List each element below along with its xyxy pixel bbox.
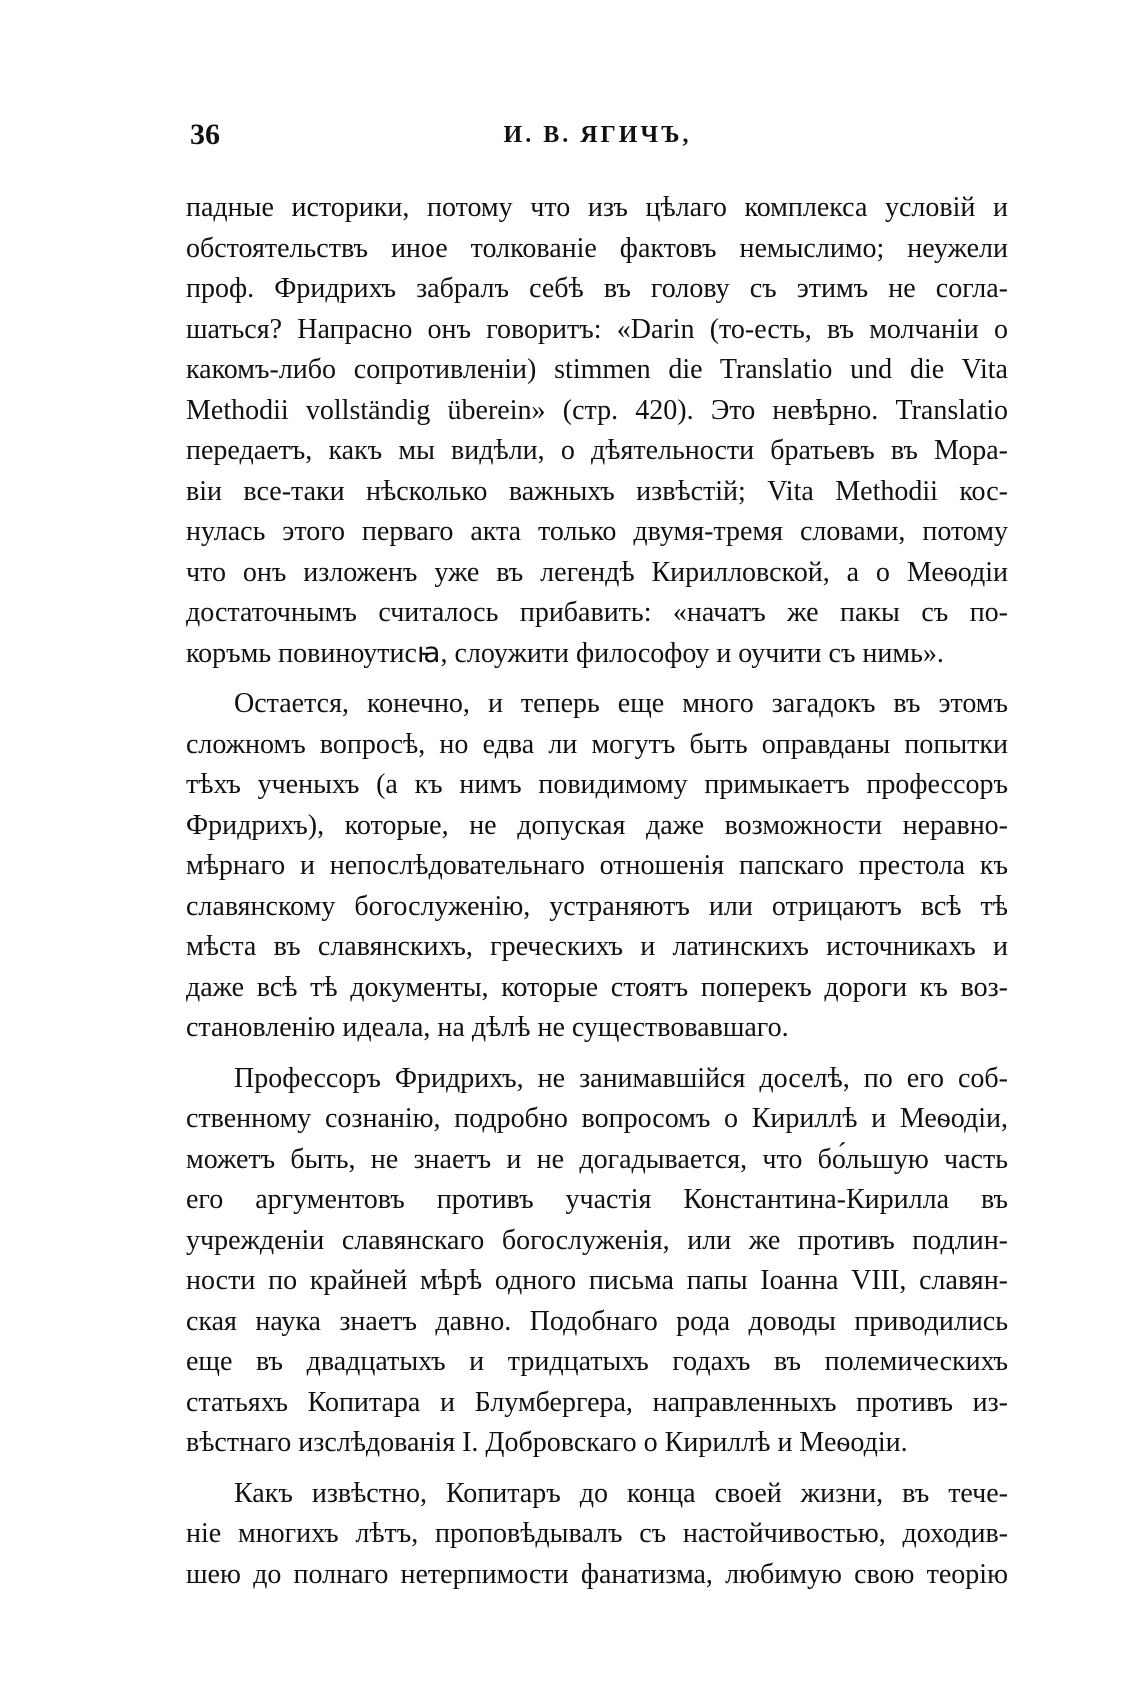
running-header [190,118,1005,158]
text-line: нулась этого перваго акта только двумя-тремя словами, потому [186,516,1008,547]
text-line: его аргументовъ противъ участія Константина-Кирилла въ [186,1184,1008,1215]
paragraph [186,1059,1008,1464]
text-line: Какъ извѣстно, Копитаръ до конца своей жизни, въ тече- [234,1477,1008,1509]
text-line: достаточнымъ считалось прибавить: «начатъ же пакы съ по- [186,597,1008,628]
text-line: Methodii vollständig überein» (стр. 420). Это невѣрно. Translatio [186,394,1008,426]
text-line: ственному сознанію, подробно вопросомъ о Кириллѣ и Меѳодіи, [186,1103,1008,1134]
paragraph [186,188,1008,674]
text-line: учрежденіи славянскаго богослуженія, или же противъ подлин- [186,1224,1008,1256]
text-line: ности по крайней мѣрѣ одного письма папы Іоанна VIII, славян- [186,1265,1008,1296]
text-line: еще въ двадцатыхъ и тридцатыхъ годахъ въ полемическихъ [186,1346,1008,1377]
text-line: Профессоръ Фридрихъ, не занимавшійся доселѣ, по его соб- [234,1062,1008,1094]
text-line: шею до полнаго нетерпимости фанатизма, любимую свою теорію [186,1558,1008,1590]
paragraph [186,1474,1008,1596]
body-text [186,188,1008,1595]
text-line: даже всѣ тѣ документы, которые стоятъ поперекъ дороги къ воз- [186,971,1008,1003]
text-line: становленію идеала, на дѣлѣ не существовавшаго. [186,1012,789,1043]
text-line: ніе многихъ лѣтъ, проповѣдывалъ съ настойчивостью, доходив- [186,1518,1008,1549]
paragraph-gap [186,674,1008,684]
text-line: передаетъ, какъ мы видѣли, о дѣятельности братьевъ въ Мора- [186,435,1008,466]
text-line: статьяхъ Копитара и Блумбергера, направленныхъ противъ из- [186,1386,1008,1418]
paragraph-gap [186,1049,1008,1059]
text-line: какомъ-либо сопротивленіи) stimmen die Translatio und die Vita [186,354,1008,385]
text-line: обстоятельствъ иное толкованіе фактовъ немыслимо; неужели [186,232,1008,264]
page-number: 36 [190,118,220,151]
text-line: что онъ изложенъ уже въ легендѣ Кирилловской, а о Меѳодіи [186,556,1008,588]
text-line: вѣстнаго изслѣдованія I. Добровскаго о Кириллѣ и Меѳодіи. [186,1427,908,1458]
text-line: мѣрнаго и непослѣдовательнаго отношенія папскаго престола къ [186,850,1008,881]
text-line: тѣхъ ученыхъ (а къ нимъ повидимому примыкаетъ профессоръ [186,769,1008,800]
text-line: можетъ быть, не знаетъ и не догадывается, что бо́льшую часть [186,1143,1008,1175]
text-line: віи все-таки нѣсколько важныхъ извѣстій; Vita Methodii кос- [186,475,1008,507]
text-line: коръмь повиноутисꙗ, слоужити философоу и оучити съ нимь». [186,637,944,669]
paragraph [186,684,1008,1049]
text-line: падные историки, потому что изъ цѣлаго комплекса условій и [186,192,1008,223]
text-line: Остается, конечно, и теперь еще много загадокъ въ этомъ [234,688,1008,719]
text-line: Фридрихъ), которые, не допуская даже возможности неравно- [186,809,1008,841]
running-title: И. В. ЯГИЧЪ, [503,122,692,148]
text-line: шаться? Напрасно онъ говоритъ: «Darin (то-есть, въ молчаніи о [186,313,1008,345]
text-line: сложномъ вопросѣ, но едва ли могутъ быть оправданы попытки [186,728,1008,760]
text-line: мѣста въ славянскихъ, греческихъ и латинскихъ источникахъ и [186,931,1008,962]
text-line: славянскому богослуженію, устраняютъ или отрицаютъ всѣ тѣ [186,890,1008,922]
paragraph-gap [186,1464,1008,1474]
text-line: проф. Фридрихъ забралъ себѣ въ голову съ этимъ не согла- [186,273,1008,304]
text-line: ская наука знаетъ давно. Подобнаго рода доводы приводились [186,1305,1008,1337]
